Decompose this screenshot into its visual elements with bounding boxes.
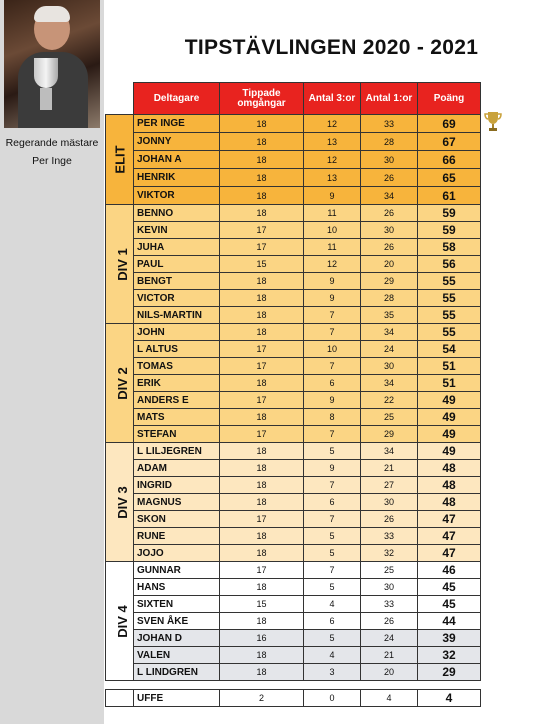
header-points: Poäng <box>418 83 481 115</box>
table-row <box>106 392 481 409</box>
table-row <box>106 494 481 511</box>
ones-cell: 25 <box>361 562 418 579</box>
table-row <box>106 664 481 681</box>
participant-name: JOHN <box>134 324 220 341</box>
threes-cell: 7 <box>304 324 361 341</box>
ones-cell: 26 <box>361 205 418 222</box>
threes-cell: 6 <box>304 613 361 630</box>
ones-cell: 26 <box>361 511 418 528</box>
points-cell: 49 <box>418 409 481 426</box>
threes-cell: 5 <box>304 630 361 647</box>
table-row <box>106 222 481 239</box>
points-cell: 45 <box>418 596 481 613</box>
participant-name: SVEN ÅKE <box>134 613 220 630</box>
ones-cell: 28 <box>361 290 418 307</box>
participant-name: VIKTOR <box>134 187 220 205</box>
participant-name: JOJO <box>134 545 220 562</box>
rounds-cell: 18 <box>220 528 304 545</box>
participant-name: BENGT <box>134 273 220 290</box>
ones-cell: 27 <box>361 477 418 494</box>
table-row <box>106 630 481 647</box>
ones-cell: 30 <box>361 151 418 169</box>
participant-name: VALEN <box>134 647 220 664</box>
points-cell: 65 <box>418 169 481 187</box>
threes-cell: 0 <box>304 690 361 707</box>
table-row <box>106 596 481 613</box>
table-row <box>106 205 481 222</box>
points-cell: 45 <box>418 579 481 596</box>
rounds-cell: 18 <box>220 151 304 169</box>
rounds-cell: 18 <box>220 545 304 562</box>
points-cell: 47 <box>418 528 481 545</box>
threes-cell: 6 <box>304 494 361 511</box>
points-cell: 39 <box>418 630 481 647</box>
table-row <box>106 690 481 707</box>
ones-cell: 26 <box>361 613 418 630</box>
ones-cell: 34 <box>361 375 418 392</box>
division-label-text: DIV 2 <box>114 366 130 400</box>
rounds-cell: 18 <box>220 647 304 664</box>
table-row <box>106 115 481 133</box>
table-row <box>106 477 481 494</box>
participant-name: JOHAN A <box>134 151 220 169</box>
champion-caption-name: Per Inge <box>32 155 72 167</box>
rounds-cell: 18 <box>220 494 304 511</box>
participant-name: ADAM <box>134 460 220 477</box>
ones-cell: 20 <box>361 664 418 681</box>
rounds-cell: 15 <box>220 256 304 273</box>
rounds-cell: 17 <box>220 358 304 375</box>
participant-name: MAGNUS <box>134 494 220 511</box>
rounds-cell: 18 <box>220 133 304 151</box>
rounds-cell: 16 <box>220 630 304 647</box>
table-row <box>106 579 481 596</box>
rounds-cell: 18 <box>220 375 304 392</box>
threes-cell: 7 <box>304 307 361 324</box>
ones-cell: 33 <box>361 115 418 133</box>
ones-cell: 33 <box>361 528 418 545</box>
rounds-cell: 18 <box>220 613 304 630</box>
participant-name: HANS <box>134 579 220 596</box>
threes-cell: 6 <box>304 375 361 392</box>
threes-cell: 11 <box>304 239 361 256</box>
participant-name: MATS <box>134 409 220 426</box>
table-row <box>106 647 481 664</box>
ones-cell: 25 <box>361 409 418 426</box>
threes-cell: 5 <box>304 443 361 460</box>
ones-cell: 34 <box>361 443 418 460</box>
participant-name: VICTOR <box>134 290 220 307</box>
table-row <box>106 290 481 307</box>
threes-cell: 9 <box>304 392 361 409</box>
rounds-cell: 17 <box>220 341 304 358</box>
header-participant: Deltagare <box>134 83 220 115</box>
points-cell: 49 <box>418 392 481 409</box>
ones-cell: 22 <box>361 392 418 409</box>
points-cell: 58 <box>418 239 481 256</box>
ones-cell: 30 <box>361 358 418 375</box>
header-blank <box>106 83 134 115</box>
points-cell: 48 <box>418 460 481 477</box>
ones-cell: 32 <box>361 545 418 562</box>
threes-cell: 10 <box>304 341 361 358</box>
rounds-cell: 18 <box>220 115 304 133</box>
division-label <box>106 205 134 324</box>
rounds-cell: 2 <box>220 690 304 707</box>
participant-name: TOMAS <box>134 358 220 375</box>
rounds-cell: 18 <box>220 460 304 477</box>
ones-cell: 35 <box>361 307 418 324</box>
table-row <box>106 562 481 579</box>
points-cell: 55 <box>418 273 481 290</box>
rounds-cell: 17 <box>220 392 304 409</box>
table-row <box>106 151 481 169</box>
rounds-cell: 17 <box>220 239 304 256</box>
participant-name: HENRIK <box>134 169 220 187</box>
table-row <box>106 273 481 290</box>
points-cell: 51 <box>418 375 481 392</box>
division-label <box>106 562 134 681</box>
threes-cell: 5 <box>304 528 361 545</box>
table-row <box>106 307 481 324</box>
participant-name: ANDERS E <box>134 392 220 409</box>
ones-cell: 24 <box>361 341 418 358</box>
standings-table <box>105 82 481 681</box>
table-row <box>106 358 481 375</box>
threes-cell: 7 <box>304 477 361 494</box>
threes-cell: 12 <box>304 115 361 133</box>
points-cell: 46 <box>418 562 481 579</box>
participant-name: UFFE <box>134 690 220 707</box>
points-cell: 59 <box>418 222 481 239</box>
threes-cell: 5 <box>304 545 361 562</box>
threes-cell: 13 <box>304 133 361 151</box>
threes-cell: 9 <box>304 273 361 290</box>
points-cell: 59 <box>418 205 481 222</box>
points-cell: 29 <box>418 664 481 681</box>
table-row <box>106 324 481 341</box>
rounds-cell: 15 <box>220 596 304 613</box>
points-cell: 67 <box>418 133 481 151</box>
division-label <box>106 115 134 205</box>
points-cell: 48 <box>418 494 481 511</box>
points-cell: 32 <box>418 647 481 664</box>
participant-name: RUNE <box>134 528 220 545</box>
rounds-cell: 18 <box>220 443 304 460</box>
participant-name: NILS-MARTIN <box>134 307 220 324</box>
participant-name: PER INGE <box>134 115 220 133</box>
points-cell: 44 <box>418 613 481 630</box>
rounds-cell: 17 <box>220 222 304 239</box>
division-label-text: DIV 4 <box>114 604 130 638</box>
threes-cell: 4 <box>304 647 361 664</box>
page-title: TIPSTÄVLINGEN 2020 - 2021 <box>184 36 479 59</box>
threes-cell: 12 <box>304 256 361 273</box>
division-label-text: ELIT <box>112 145 128 174</box>
participant-name: BENNO <box>134 205 220 222</box>
threes-cell: 9 <box>304 187 361 205</box>
points-cell: 47 <box>418 511 481 528</box>
champion-photo <box>4 0 100 128</box>
threes-cell: 9 <box>304 290 361 307</box>
rounds-cell: 17 <box>220 511 304 528</box>
ones-cell: 34 <box>361 324 418 341</box>
points-cell: 69 <box>418 115 481 133</box>
points-cell: 55 <box>418 324 481 341</box>
ones-cell: 26 <box>361 169 418 187</box>
threes-cell: 7 <box>304 511 361 528</box>
threes-cell: 3 <box>304 664 361 681</box>
rounds-cell: 18 <box>220 307 304 324</box>
participant-name: L ALTUS <box>134 341 220 358</box>
ones-cell: 29 <box>361 273 418 290</box>
ones-cell: 29 <box>361 426 418 443</box>
participant-name: ERIK <box>134 375 220 392</box>
participant-name: JOHAN D <box>134 630 220 647</box>
rounds-cell: 17 <box>220 426 304 443</box>
rounds-cell: 18 <box>220 290 304 307</box>
rounds-cell: 17 <box>220 562 304 579</box>
table-row <box>106 409 481 426</box>
participant-name: INGRID <box>134 477 220 494</box>
rounds-cell: 18 <box>220 205 304 222</box>
ones-cell: 34 <box>361 187 418 205</box>
division-label <box>106 324 134 443</box>
threes-cell: 4 <box>304 596 361 613</box>
points-cell: 51 <box>418 358 481 375</box>
participant-name: GUNNAR <box>134 562 220 579</box>
ones-cell: 21 <box>361 647 418 664</box>
rounds-cell: 18 <box>220 273 304 290</box>
table-row <box>106 511 481 528</box>
table-row <box>106 426 481 443</box>
points-cell: 55 <box>418 307 481 324</box>
points-cell: 48 <box>418 477 481 494</box>
rounds-cell: 18 <box>220 477 304 494</box>
table-row <box>106 133 481 151</box>
points-cell: 61 <box>418 187 481 205</box>
ones-cell: 24 <box>361 630 418 647</box>
threes-cell: 7 <box>304 426 361 443</box>
points-cell: 49 <box>418 443 481 460</box>
rounds-cell: 18 <box>220 324 304 341</box>
table-row <box>106 341 481 358</box>
division-label <box>106 443 134 562</box>
header-threes: Antal 3:or <box>304 83 361 115</box>
points-cell: 4 <box>418 690 481 707</box>
points-cell: 54 <box>418 341 481 358</box>
participant-name: JONNY <box>134 133 220 151</box>
points-cell: 56 <box>418 256 481 273</box>
table-row <box>106 460 481 477</box>
extra-table <box>105 689 481 707</box>
rounds-cell: 18 <box>220 579 304 596</box>
ones-cell: 30 <box>361 579 418 596</box>
participant-name: PAUL <box>134 256 220 273</box>
threes-cell: 7 <box>304 358 361 375</box>
rounds-cell: 18 <box>220 169 304 187</box>
threes-cell: 9 <box>304 460 361 477</box>
extra-blank <box>106 690 134 707</box>
rounds-cell: 18 <box>220 187 304 205</box>
threes-cell: 11 <box>304 205 361 222</box>
participant-name: L LILJEGREN <box>134 443 220 460</box>
ones-cell: 33 <box>361 596 418 613</box>
participant-name: KEVIN <box>134 222 220 239</box>
participant-name: L LINDGREN <box>134 664 220 681</box>
points-cell: 66 <box>418 151 481 169</box>
table-row <box>106 545 481 562</box>
ones-cell: 28 <box>361 133 418 151</box>
ones-cell: 30 <box>361 222 418 239</box>
division-label-text: DIV 1 <box>114 247 130 281</box>
table-row <box>106 239 481 256</box>
rounds-cell: 18 <box>220 409 304 426</box>
trophy-icon <box>484 110 502 132</box>
participant-name: JUHA <box>134 239 220 256</box>
champion-caption-title: Regerande mästare <box>5 137 99 149</box>
table-row <box>106 613 481 630</box>
ones-cell: 26 <box>361 239 418 256</box>
rounds-cell: 18 <box>220 664 304 681</box>
points-cell: 49 <box>418 426 481 443</box>
threes-cell: 12 <box>304 151 361 169</box>
participant-name: STEFAN <box>134 426 220 443</box>
threes-cell: 8 <box>304 409 361 426</box>
threes-cell: 10 <box>304 222 361 239</box>
header-rounds: Tippade omgångar <box>220 83 304 115</box>
participant-name: SIXTEN <box>134 596 220 613</box>
table-row <box>106 375 481 392</box>
ones-cell: 21 <box>361 460 418 477</box>
threes-cell: 7 <box>304 562 361 579</box>
table-row <box>106 169 481 187</box>
threes-cell: 13 <box>304 169 361 187</box>
table-row <box>106 528 481 545</box>
table-row <box>106 187 481 205</box>
points-cell: 55 <box>418 290 481 307</box>
header-row <box>106 83 481 115</box>
ones-cell: 4 <box>361 690 418 707</box>
table-row <box>106 443 481 460</box>
table-row <box>106 256 481 273</box>
participant-name: SKON <box>134 511 220 528</box>
ones-cell: 30 <box>361 494 418 511</box>
threes-cell: 5 <box>304 579 361 596</box>
points-cell: 47 <box>418 545 481 562</box>
division-label-text: DIV 3 <box>114 485 130 519</box>
header-ones: Antal 1:or <box>361 83 418 115</box>
ones-cell: 20 <box>361 256 418 273</box>
